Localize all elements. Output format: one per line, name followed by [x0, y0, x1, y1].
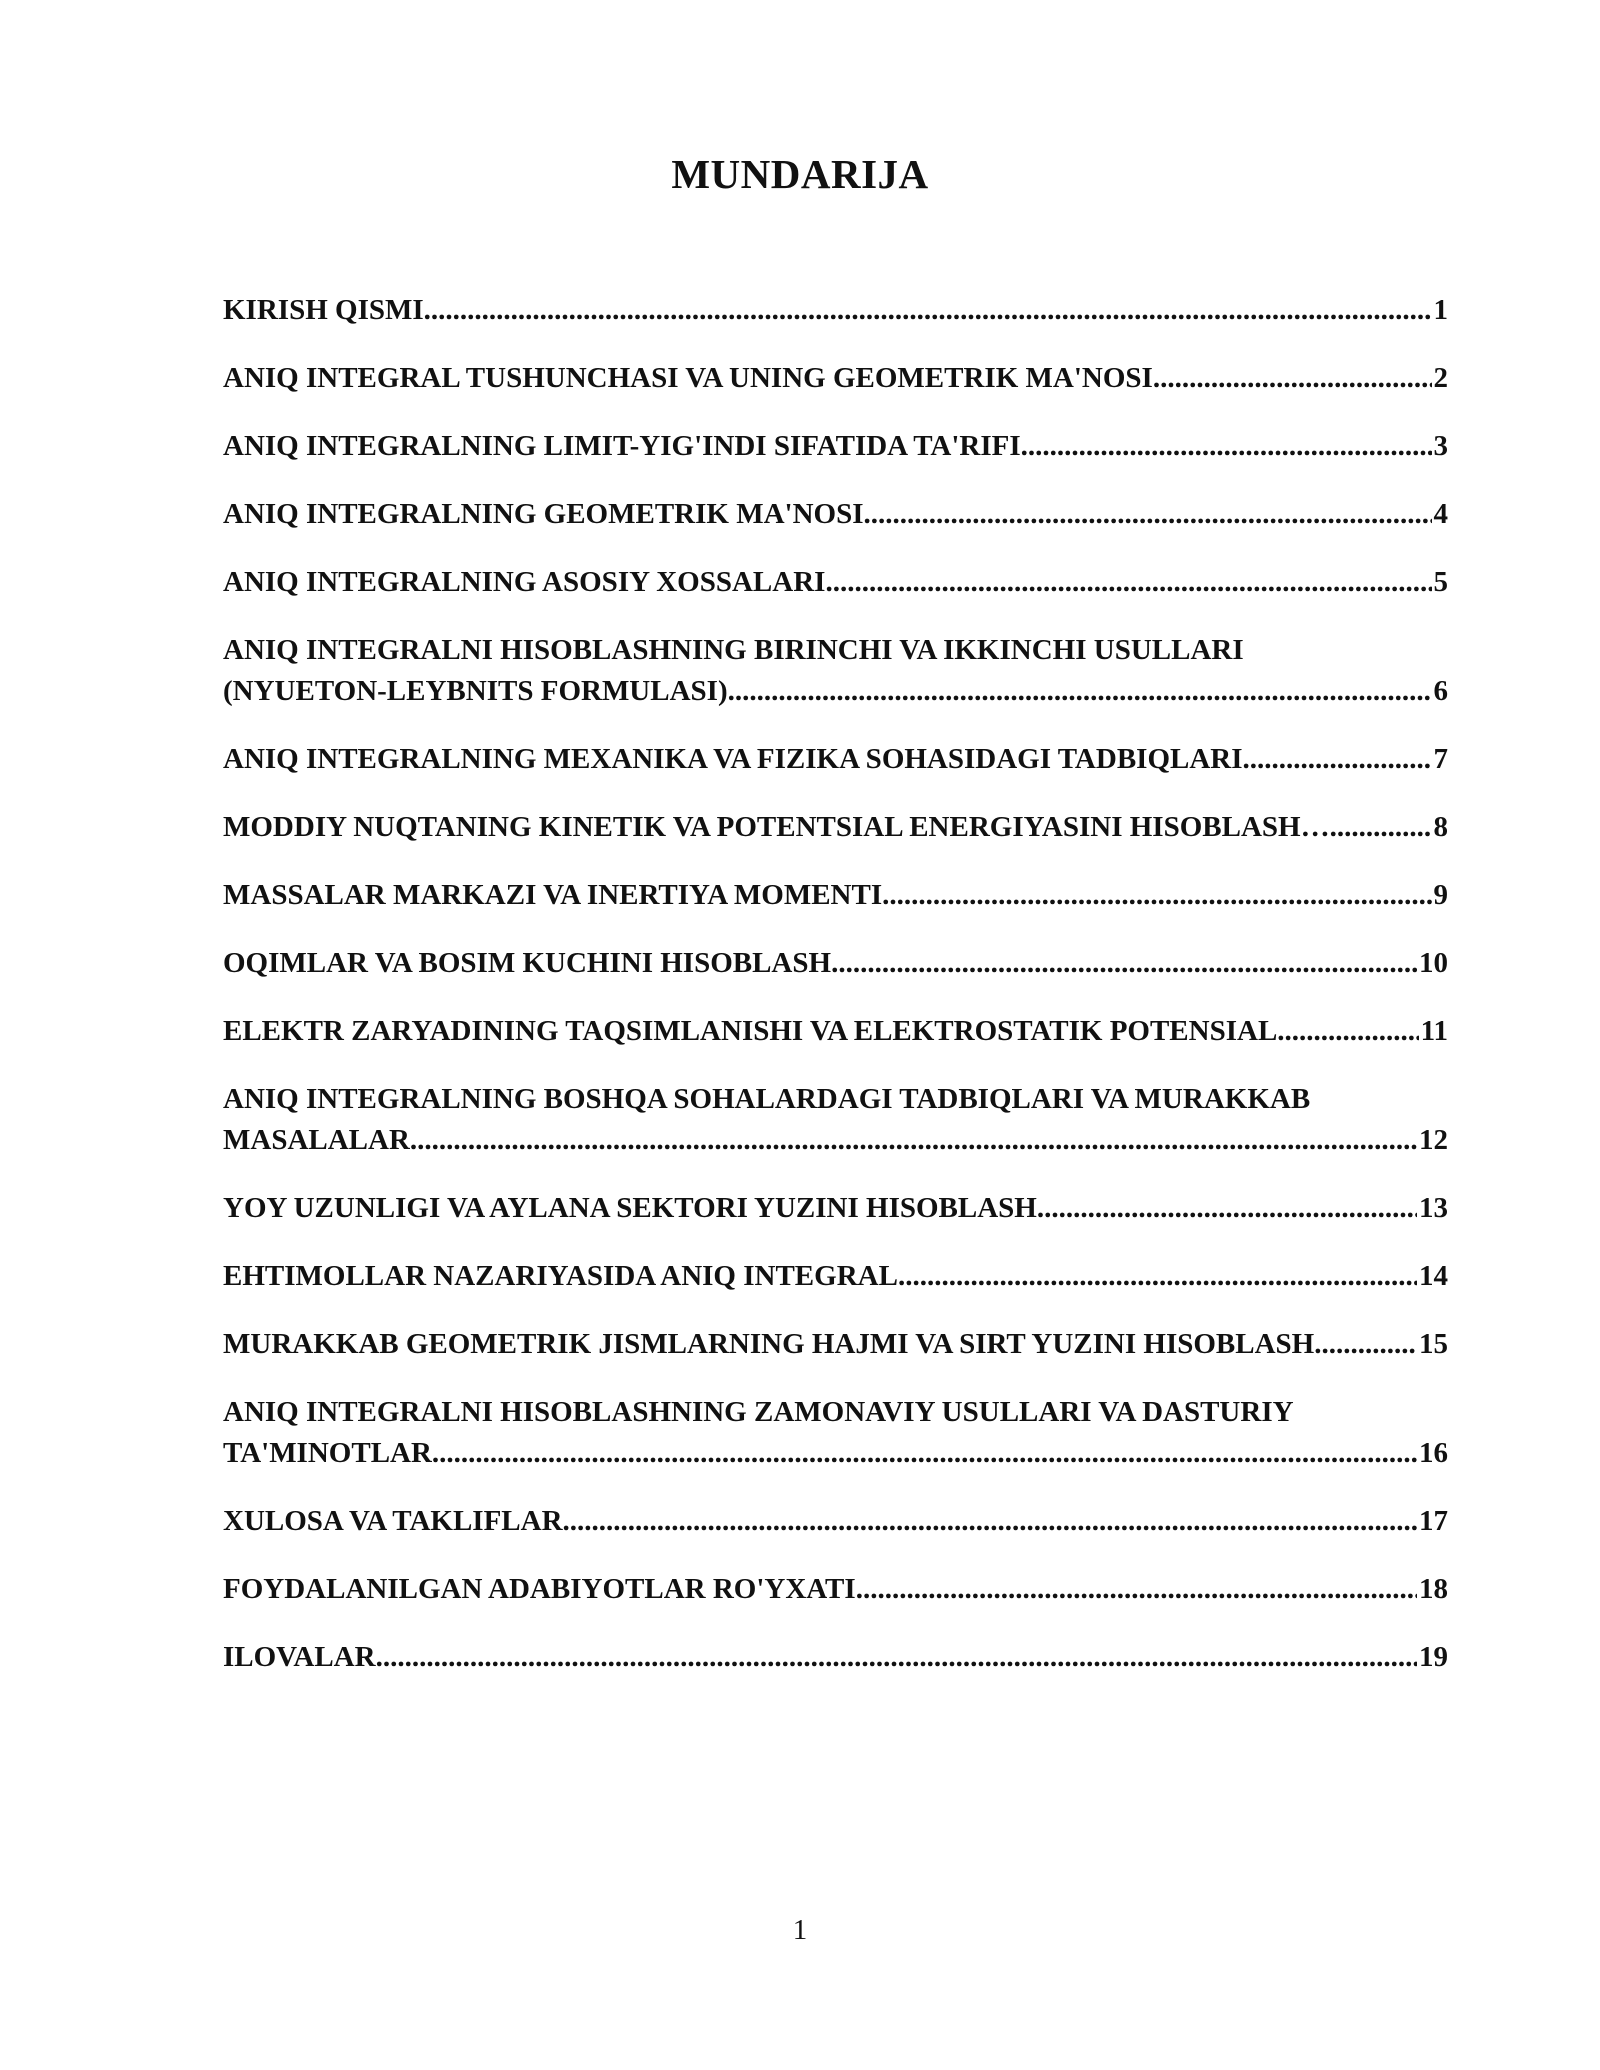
toc-page-number: 16 [1419, 1437, 1448, 1469]
toc-page-number: 3 [1433, 430, 1448, 462]
toc-entry[interactable] [223, 943, 1448, 984]
toc-entry-title: ILOVALAR [223, 1641, 376, 1673]
toc-entry[interactable] [223, 1324, 1448, 1365]
toc-entry[interactable] [223, 358, 1448, 399]
toc-dot-leader [1277, 1011, 1418, 1052]
toc-dot-leader [563, 1501, 1417, 1542]
toc-dot-leader [432, 1433, 1417, 1474]
toc-entry[interactable] [223, 739, 1448, 780]
toc-dot-leader [864, 494, 1432, 535]
toc-page-number: 17 [1419, 1505, 1448, 1537]
toc-entry-title: XULOSA VA TAKLIFLAR [223, 1505, 563, 1537]
toc-entry[interactable] [223, 426, 1448, 467]
toc-entry-title-line: ANIQ INTEGRALNI HISOBLASHNING BIRINCHI VA IKKINCHI USULLARI [223, 634, 1244, 666]
toc-entry[interactable] [223, 1079, 1448, 1161]
toc-dot-leader [1153, 358, 1432, 399]
toc-entry-title-line: ANIQ INTEGRALNING BOSHQA SOHALARDAGI TADBIQLARI VA MURAKKAB [223, 1083, 1311, 1115]
toc-page-number: 9 [1433, 879, 1448, 911]
toc-page-number: 10 [1419, 947, 1448, 979]
toc-page-number: 14 [1419, 1260, 1448, 1292]
toc-dot-leader [728, 671, 1432, 712]
toc-page-number: 2 [1433, 362, 1448, 394]
toc-entry[interactable] [223, 290, 1448, 331]
toc-entry[interactable] [223, 875, 1448, 916]
toc-page-number: 13 [1419, 1192, 1448, 1224]
toc-entry-title: ANIQ INTEGRALNING MEXANIKA VA FIZIKA SOHASIDAGI TADBIQLARI [223, 743, 1243, 775]
toc-entry-title: MODDIY NUQTANING KINETIK VA POTENTSIAL ENERGIYASINI HISOBLASH… [223, 811, 1330, 843]
toc-entry[interactable] [223, 1501, 1448, 1542]
toc-entry-title-line: ANIQ INTEGRALNI HISOBLASHNING ZAMONAVIY USULLARI VA DASTURIY [223, 1396, 1294, 1428]
toc-entry-title: YOY UZUNLIGI VA AYLANA SEKTORI YUZINI HISOBLASH [223, 1192, 1037, 1224]
toc-entry-title: KIRISH QISMI [223, 294, 424, 326]
toc-entry[interactable] [223, 1392, 1448, 1474]
toc-dot-leader [898, 1256, 1417, 1297]
toc-entry-title: (NYUETON-LEYBNITS FORMULASI) [223, 675, 728, 707]
toc-entry-title: ANIQ INTEGRAL TUSHUNCHASI VA UNING GEOMETRIK MA'NOSI [223, 362, 1153, 394]
toc-entry-title: ANIQ INTEGRALNING GEOMETRIK MA'NOSI [223, 498, 864, 530]
toc-entry[interactable] [223, 807, 1448, 848]
toc-dot-leader [831, 943, 1417, 984]
toc-entry[interactable] [223, 1011, 1448, 1052]
toc-page-number: 15 [1419, 1328, 1448, 1360]
toc-dot-leader [376, 1637, 1417, 1678]
toc-page-number: 8 [1433, 811, 1448, 843]
toc-entry-title: ANIQ INTEGRALNING ASOSIY XOSSALARI [223, 566, 826, 598]
toc-entry-title: FOYDALANILGAN ADABIYOTLAR RO'YXATI [223, 1573, 856, 1605]
toc-page-number: 1 [1433, 294, 1448, 326]
toc-entry[interactable] [223, 1188, 1448, 1229]
toc-entry[interactable] [223, 630, 1448, 712]
toc-entry[interactable] [223, 562, 1448, 603]
toc-dot-leader [856, 1569, 1417, 1610]
page-number: 1 [792, 1914, 808, 1946]
page-title: MUNDARIJA [671, 151, 929, 197]
toc-page-number: 7 [1433, 743, 1448, 775]
toc-page-number: 6 [1433, 675, 1448, 707]
toc-page-number: 12 [1419, 1124, 1448, 1156]
toc-dot-leader [1314, 1324, 1417, 1365]
toc-entry[interactable] [223, 1569, 1448, 1610]
toc-entry-title: EHTIMOLLAR NAZARIYASIDA ANIQ INTEGRAL [223, 1260, 898, 1292]
toc-dot-leader [882, 875, 1431, 916]
toc-page-number: 4 [1433, 498, 1448, 530]
toc-page-number: 5 [1433, 566, 1448, 598]
toc-page-number: 11 [1420, 1015, 1448, 1047]
toc-entry[interactable] [223, 1256, 1448, 1297]
toc-entry-title: ELEKTR ZARYADINING TAQSIMLANISHI VA ELEKTROSTATIK POTENSIAL [223, 1015, 1278, 1047]
table-of-contents [223, 290, 1448, 1705]
toc-dot-leader [424, 290, 1432, 331]
toc-dot-leader [1037, 1188, 1417, 1229]
toc-dot-leader [825, 562, 1431, 603]
toc-page-number: 19 [1419, 1641, 1448, 1673]
toc-dot-leader [1021, 426, 1432, 467]
toc-entry-title: MASALALAR [223, 1124, 410, 1156]
toc-page-number: 18 [1419, 1573, 1448, 1605]
toc-entry-title: MASSALAR MARKAZI VA INERTIYA MOMENTI [223, 879, 883, 911]
toc-entry-title: ANIQ INTEGRALNING LIMIT-YIG'INDI SIFATIDA TA'RIFI [223, 430, 1021, 462]
toc-entry-title: MURAKKAB GEOMETRIK JISMLARNING HAJMI VA SIRT YUZINI HISOBLASH [223, 1328, 1315, 1360]
toc-dot-leader [1330, 807, 1432, 848]
toc-dot-leader [1243, 739, 1432, 780]
toc-entry[interactable] [223, 1637, 1448, 1678]
toc-dot-leader [410, 1120, 1417, 1161]
toc-entry[interactable] [223, 494, 1448, 535]
toc-entry-title: TA'MINOTLAR [223, 1437, 432, 1469]
toc-entry-title: OQIMLAR VA BOSIM KUCHINI HISOBLASH [223, 947, 832, 979]
